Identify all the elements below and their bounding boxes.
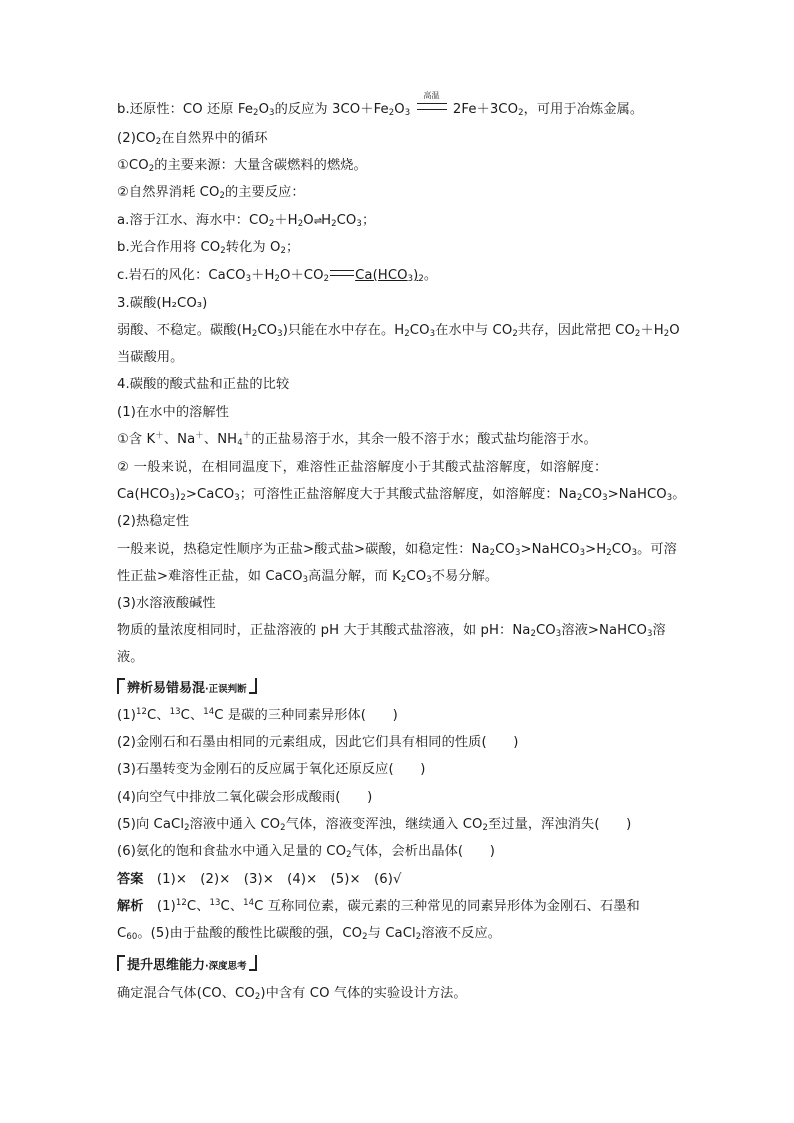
analysis-line-1: 解析 $(1)^{12}C$、$^{13}$C、$^{14}$C 互称同位素，碳元素的三种常见的同素异形体为金刚石、石墨和 — [117, 898, 640, 914]
question-6: (6)氨化的饱和食盐水中通入足量的 $CO_2$气体，会析出晶体( ) — [117, 844, 495, 860]
text-line-thermal-title: (2)热稳定性 — [117, 514, 190, 529]
section-header-error-check: 辨析易错易混·正误判断 — [117, 678, 257, 699]
text-line-solubility-title: (1)在水中的溶解性 — [117, 405, 229, 420]
question-2: (2)金刚石和石墨由相同的元素组成，因此它们具有相同的性质( ) — [117, 735, 519, 750]
text-line-compare-title: 4.碳酸的酸式盐和正盐的比较 — [117, 377, 290, 392]
final-question: 确定混合气体(CO、$CO_2$)中含有 CO 气体的实验设计方法。 — [117, 986, 467, 1002]
equals-sign — [330, 270, 354, 276]
section-header-deep-thinking: 提升思维能力·深度思考 — [117, 955, 257, 976]
text-line-solubility-3: $Ca(HCO_3)_2>CaCO_3$；可溶性正盐溶解度大于其酸式盐溶解度，如溶解度：$Na_2CO_3>NaHCO_3$。 — [117, 487, 686, 503]
text-line-acid-title: (3)水溶液酸碱性 — [117, 596, 216, 611]
equals-sign-high-temp: 高温 — [417, 101, 447, 119]
text-line-carbonic-title: 3.碳酸(H₂CO₃) — [117, 296, 208, 311]
reversible-arrow-icon: ⇌ — [313, 216, 322, 227]
text-line-carbonic-desc: 弱酸、不稳定。碳酸$(H_2CO_3)$只能在水中存在。$H_2CO_3$在水中与 $CO_2$共存，因此常把 $CO_2+H_2O$ — [117, 323, 680, 339]
text-line-source: $①CO_2$的主要来源：大量含碳燃料的燃烧。 — [117, 158, 367, 174]
text-line-solubility-2: ② 一般来说，在相同温度下，难溶性正盐溶解度小于其酸式盐溶解度，如溶解度： — [117, 460, 608, 475]
question-1: $(1)^{12}C$、$^{13}$C、$^{14}$C 是碳的三种同素异形体( ) — [117, 707, 398, 723]
answer-line: 答案 (1)× (2)× (3)× (4)× (5)× (6)√ — [117, 872, 402, 887]
text-line-carbonic-desc-2: 当碳酸用。 — [117, 350, 184, 365]
text-line-acid-1: 物质的量浓度相同时，正盐溶液的 pH 大于其酸式盐溶液，如 pH：$Na_2CO_3$溶液>NaHCO$_3$溶 — [117, 623, 666, 639]
text-line-reduction: b.还原性：CO 还原 $Fe_2O_3$的反应为 $3CO+Fe_2O_3$ 高温 $2Fe+3CO_2$，可用于冶炼金属。 — [117, 91, 644, 118]
question-3: (3)石墨转变为金刚石的反应属于氧化还原反应( ) — [117, 762, 426, 777]
text-line-consume: ②自然界消耗 $CO_2$的主要反应： — [117, 185, 305, 201]
text-line-photosynthesis: b.光合作用将 $CO_2$转化为 $O_2$； — [117, 240, 300, 256]
text-line-solubility-1: ①含 K＋、Na＋、$NH_4^+$的正盐易溶于水，其余一般不溶于水；酸式盐均能溶于水。 — [117, 431, 597, 448]
text-line-cycle-title: $(2)CO_2$在自然界中的循环 — [117, 131, 268, 147]
question-5: (5)向 CaCl$_2$溶液中通入 $CO_2$气体，溶液变浑浊，继续通入 $CO_2$至过量，浑浊消失( ) — [117, 817, 632, 833]
text-line-dissolve: a.溶于江水、海水中：$CO_2+H_2O\rightleftharpoons H_2CO_3$； — [117, 213, 376, 229]
text-line-weathering: c.岩石的风化：$CaCO_3+H_2O+CO_2$ $Ca(HCO_3)_2$。 — [117, 268, 438, 284]
analysis-line-2: $C_{60}$。(5)由于盐酸的酸性比碳酸的强，$CO_2$与 CaCl$_2$溶液不反应。 — [117, 926, 502, 942]
question-4: (4)向空气中排放二氧化碳会形成酸雨( ) — [117, 790, 373, 805]
text-line-thermal-1: 一般来说，热稳定性顺序为正盐>酸式盐>碳酸，如稳定性：$Na_2CO_3>NaHCO_3>H_2CO_3$。可溶 — [117, 542, 677, 558]
text-line-thermal-2: 性正盐>难溶性正盐，如 CaCO$_3$高温分解，而 $K_2CO_3$不易分解。 — [117, 569, 499, 585]
text-line-acid-2: 液。 — [117, 650, 144, 665]
